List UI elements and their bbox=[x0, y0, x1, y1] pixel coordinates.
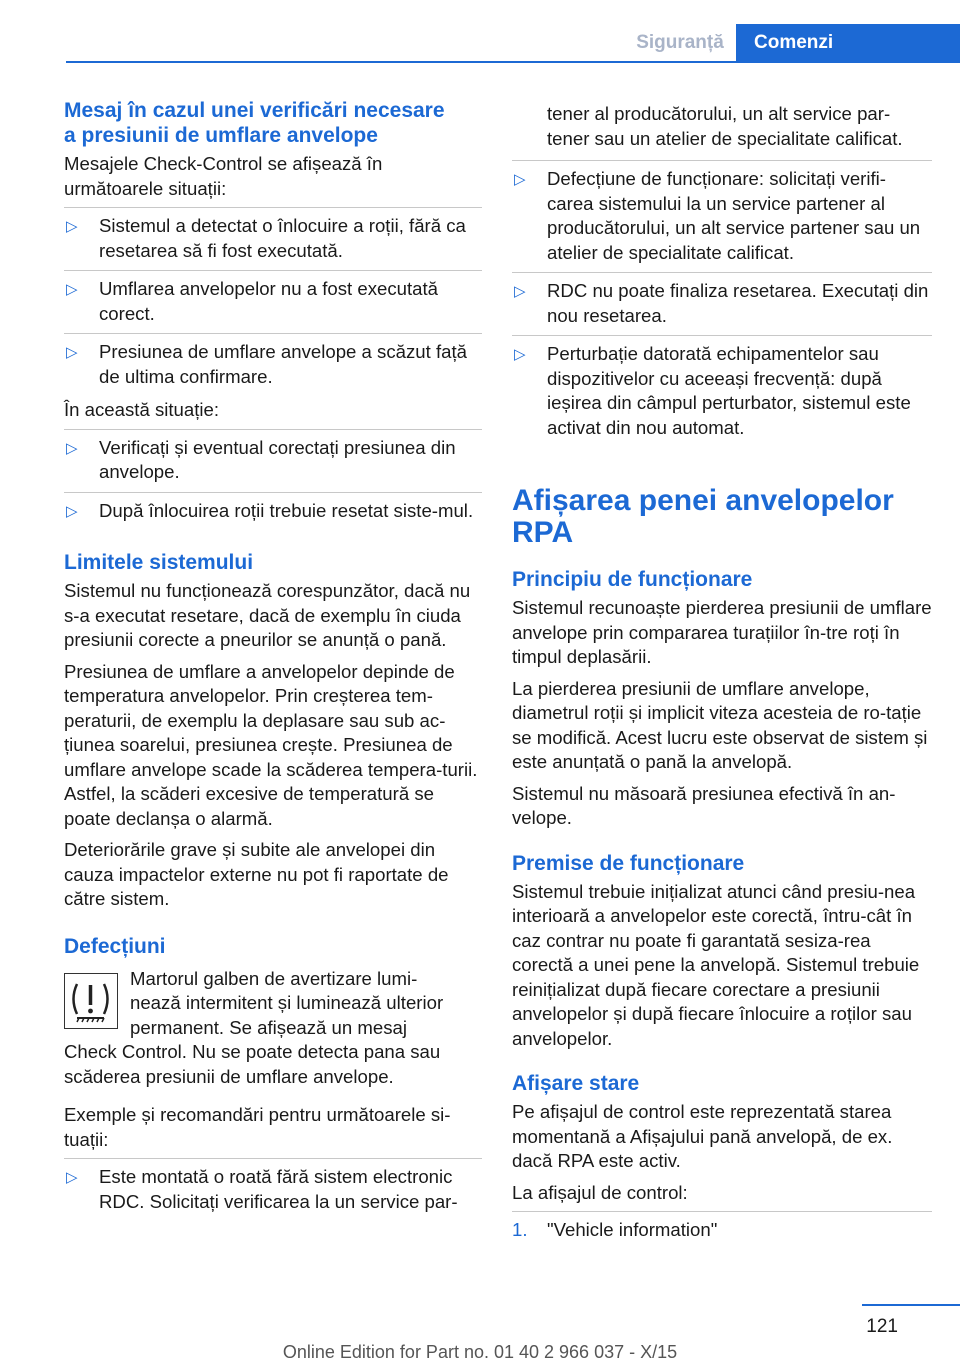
right-column bbox=[512, 98, 932, 1249]
situation-list bbox=[64, 207, 482, 396]
section-title-principle: Principiu de funcționare bbox=[512, 568, 753, 591]
tab-comenzi[interactable]: Comenzi bbox=[736, 24, 960, 62]
footer-divider bbox=[862, 1304, 960, 1306]
page-number: 121 bbox=[866, 1316, 898, 1337]
list-item: ▷ Presiunea de umflare anvelope a scăzut față de ultima confirmare. bbox=[64, 333, 482, 396]
header-divider bbox=[66, 61, 960, 63]
warning-block bbox=[64, 967, 482, 1090]
paragraph: Sistemul recunoaște pierderea presiunii de umflare anvelope prin compararea turațiilor în-tre roți în timpul deplasării. bbox=[512, 597, 932, 667]
paragraph: Presiunea de umflare a anvelopelor depinde de temperatura anvelopelor. Prin creșterea tem-peraturii, de exemplu la deplasare sau sub ac-țiunea soarelui, presiunea crește. Presiunea de umflare anvelope scade la scăderea tempera-turii. Astfel, la scăderi excesive de temperatură se poate declanșa o alarmă. bbox=[64, 660, 478, 829]
list-item: ▷ Umflarea anvelopelor nu a fost executată corect. bbox=[64, 270, 482, 333]
left-column bbox=[64, 98, 482, 1221]
list-item: ▷ Defecțiune de funcționare: solicitați verifi-carea sistemului la un service partener al producătorului, un alt service partener sau un atelier de specialitate calificat. bbox=[512, 160, 932, 272]
triangle-bullet-icon: ▷ bbox=[514, 283, 526, 300]
examples-list bbox=[64, 1158, 482, 1221]
edition-footer: Online Edition for Part no. 01 40 2 966 037 - X/15 bbox=[282, 1342, 678, 1362]
list-item: ▷ Este montată o roată fără sistem electronic RDC. Solicitați verificarea la un service par- bbox=[64, 1158, 482, 1221]
list-item: ▷ Verificați și eventual corectați presiunea din anvelope. bbox=[64, 429, 482, 492]
triangle-bullet-icon: ▷ bbox=[66, 439, 78, 457]
paragraph: Exemple și recomandări pentru următoarele si-tuații: bbox=[64, 1104, 451, 1150]
section-title-malfunctions: Defecțiuni bbox=[64, 934, 166, 958]
tab-siguranta[interactable]: Siguranță bbox=[636, 32, 724, 53]
step-number: 1. bbox=[512, 1219, 528, 1240]
list-item: ▷ Sistemul a detectat o înlocuire a roții, fără ca resetarea să fi fost executată. bbox=[64, 207, 482, 270]
paragraph: Deteriorările grave și subite ale anvelopei din cauza impactelor externe nu pot fi raportate de către sistem. bbox=[64, 839, 449, 909]
paragraph: Pe afișajul de control este reprezentată starea momentană a Afișajului pană anvelopă, de ex. dacă RPA este activ. bbox=[512, 1101, 893, 1171]
triangle-bullet-icon: ▷ bbox=[66, 218, 78, 235]
page-header bbox=[0, 0, 960, 62]
list-item-continuation: tener al producătorului, un alt service par-tener sau un atelier de specialitate calificat. bbox=[547, 103, 903, 149]
examples-list-continued bbox=[512, 160, 932, 447]
triangle-bullet-icon: ▷ bbox=[66, 344, 78, 361]
paragraph: Sistemul nu măsoară presiunea efectivă în an-velope. bbox=[512, 782, 896, 828]
triangle-bullet-icon: ▷ bbox=[66, 281, 78, 298]
section-title-check-pressure: Mesaj în cazul unei verificări necesare a presiunii de umflare anvelope bbox=[64, 99, 445, 147]
chapter-title-rpa: Afișarea penei anvelopelor RPA bbox=[512, 484, 894, 549]
list-item: ▷ Perturbație datorată echipamentelor sau dispozitivelor cu aceeași frecvență: după ieșirea din câmpul perturbator, sistemul este activat din nou automat. bbox=[512, 335, 932, 447]
paragraph: În această situație: bbox=[64, 399, 220, 420]
section-title-prerequisites: Premise de funcționare bbox=[512, 851, 745, 875]
triangle-bullet-icon: ▷ bbox=[66, 1169, 78, 1186]
list-item: ▷ RDC nu poate finaliza resetarea. Executați din nou resetarea. bbox=[512, 272, 932, 335]
action-list bbox=[64, 429, 482, 531]
paragraph: Sistemul trebuie inițializat atunci când presiu-nea interioară a anvelopelor este corectă, întru-cât în caz contrar nu poate fi garantată sesiza-rea corectă a unei pene la anvelopă. Sistemul trebuie reinițializat după fiecare corectare a presiunii anvelopelor și după fiecare înlocuire a roților sau anvelopelor. bbox=[512, 880, 920, 1049]
tire-pressure-warning-icon bbox=[64, 973, 118, 1029]
triangle-bullet-icon: ▷ bbox=[66, 502, 78, 520]
list-item: 1. "Vehicle information" bbox=[512, 1211, 932, 1249]
section-title-limits: Limitele sistemului bbox=[64, 551, 254, 574]
triangle-bullet-icon: ▷ bbox=[514, 171, 526, 188]
list-item: ▷ După înlocuirea roții trebuie resetat siste-mul. bbox=[64, 492, 482, 531]
warning-text: Martorul galben de avertizare lumi- nează intermitent și luminează ulterior permanent. Se afișează un mesaj Check Control. Nu se poate detecta pana sau scăderea presiunii de umflare anvelope. bbox=[64, 967, 444, 1087]
paragraph: La afișajul de control: bbox=[512, 1181, 688, 1203]
steps-list bbox=[512, 1211, 932, 1249]
section-title-status: Afișare stare bbox=[512, 1072, 640, 1095]
paragraph: Mesajele Check-Control se afișează în următoarele situații: bbox=[64, 153, 383, 199]
paragraph: Sistemul nu funcționează corespunzător, dacă nu s-a executat resetare, dacă de exemplu în ciuda presiunii corecte a pneurilor se anunță o pană. bbox=[64, 580, 471, 650]
triangle-bullet-icon: ▷ bbox=[514, 346, 526, 363]
paragraph: La pierderea presiunii de umflare anvelope, diametrul roții și implicit viteza acesteia de ro-tație se modifică. Acest lucru este observat de sistem și este anunțată o pană la anvelopă. bbox=[512, 677, 928, 772]
